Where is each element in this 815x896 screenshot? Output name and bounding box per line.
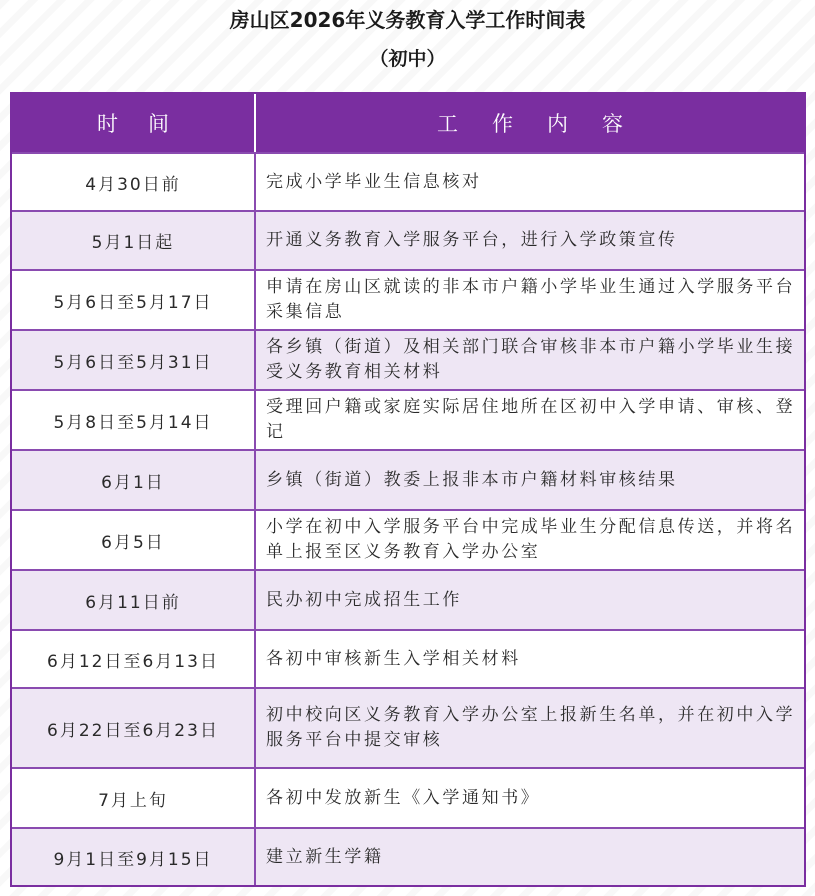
row-time: 9月1日至9月15日 — [12, 829, 256, 885]
row-content: 初中校向区义务教育入学办公室上报新生名单，并在初中入学服务平台中提交审核 — [266, 705, 796, 750]
row-time: 5月8日至5月14日 — [12, 391, 256, 449]
page-title: 房山区2026年义务教育入学工作时间表 — [229, 8, 586, 32]
header-content: 工作内容 — [437, 112, 657, 136]
row-content: 建立新生学籍 — [266, 846, 384, 867]
row-content: 各初中发放新生《入学通知书》 — [266, 787, 541, 808]
table-row — [12, 449, 804, 509]
row-content: 开通义务教育入学服务平台，进行入学政策宣传 — [266, 230, 678, 250]
row-time: 4月30日前 — [12, 154, 256, 210]
table-row — [12, 767, 804, 827]
table-header — [12, 94, 804, 152]
table-row — [12, 509, 804, 569]
table-row — [12, 569, 804, 629]
row-content: 民办初中完成招生工作 — [266, 589, 462, 610]
row-time: 6月12日至6月13日 — [12, 631, 256, 687]
row-time: 5月1日起 — [12, 212, 256, 269]
table-row — [12, 210, 804, 269]
table-row — [12, 152, 804, 210]
table-row — [12, 827, 804, 885]
row-time: 6月1日 — [12, 451, 256, 509]
row-time: 7月上旬 — [12, 769, 256, 827]
table-row — [12, 269, 804, 329]
row-time: 5月6日至5月17日 — [12, 271, 256, 329]
row-content: 乡镇（街道）教委上报非本市户籍材料审核结果 — [266, 469, 678, 490]
row-content: 各初中审核新生入学相关材料 — [266, 648, 521, 669]
row-content: 申请在房山区就读的非本市户籍小学毕业生通过入学服务平台采集信息 — [266, 277, 796, 322]
row-time: 6月5日 — [12, 511, 256, 569]
row-content: 完成小学毕业生信息核对 — [266, 171, 482, 192]
header-time: 时间 — [12, 94, 256, 152]
row-time: 5月6日至5月31日 — [12, 331, 256, 389]
table-row — [12, 389, 804, 449]
row-time: 6月11日前 — [12, 571, 256, 629]
table-row — [12, 329, 804, 389]
row-content: 各乡镇（街道）及相关部门联合审核非本市户籍小学毕业生接受义务教育相关材料 — [266, 337, 796, 382]
row-content: 受理回户籍或家庭实际居住地所在区初中入学申请、审核、登记 — [266, 397, 796, 442]
row-content: 小学在初中入学服务平台中完成毕业生分配信息传送，并将名单上报至区义务教育入学办公室 — [266, 517, 796, 562]
table-row — [12, 629, 804, 687]
table-row — [12, 687, 804, 767]
schedule-table — [10, 92, 806, 887]
page-subtitle: （初中） — [369, 48, 446, 70]
row-time: 6月22日至6月23日 — [12, 689, 256, 767]
